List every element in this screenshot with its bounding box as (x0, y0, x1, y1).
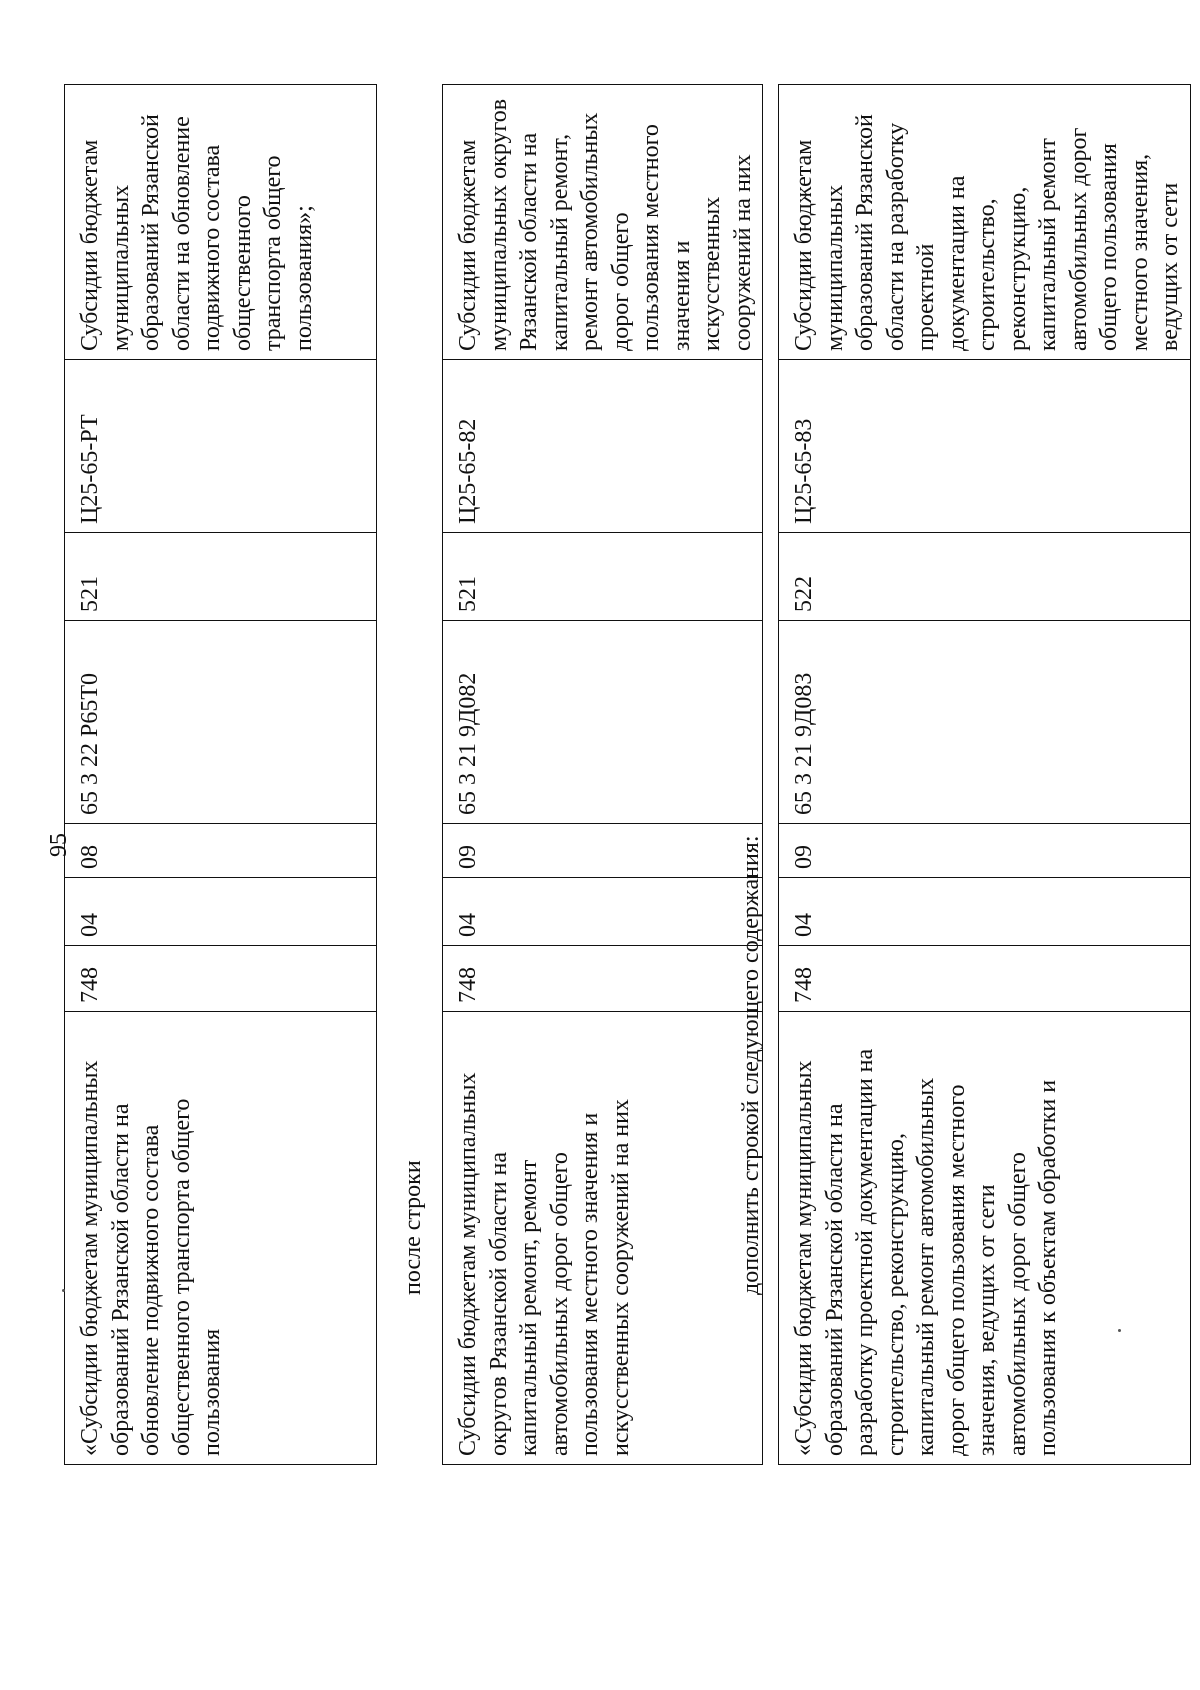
cell-name: «Субсидии бюджетам муниципальных образований Рязанской области на разработку проектной документации на строительство, реконструкцию, капитальный ремонт автомобильных дорог общего пользования местного значения, ведущих от сети автомобильных дорог общего пользования к объектам обработки и (779, 1012, 1191, 1465)
cell-vr: 521 (443, 533, 763, 621)
cell-target: Субсидии бюджетам муниципальных образований Рязанской области на разработку проектной документации на строительство, реконструкцию, капитальный ремонт автомобильных дорог общего пользования местного значения, ведущих от сети (779, 85, 1191, 360)
cell-csr: 65 3 21 9Д082 (443, 621, 763, 824)
cell-pr: 09 (443, 824, 763, 878)
caption-after-row: после строки (400, 1160, 426, 1295)
cell-code: Ц25-65-83 (779, 360, 1191, 533)
cell-name: Субсидии бюджетам муниципальных округов Рязанской области на капитальный ремонт, ремонт автомобильных дорог общего пользования местного значения и искусственных сооружений на них (443, 1012, 763, 1465)
table-row (779, 85, 1191, 1465)
page-number: 95 (46, 833, 72, 857)
scan-speck (1118, 1329, 1121, 1332)
cell-name: «Субсидии бюджетам муниципальных образований Рязанской области на обновление подвижного состава общественного транспорта общего пользования (65, 1012, 377, 1465)
table-row (65, 85, 377, 1465)
cell-grbs: 748 (65, 946, 377, 1012)
cell-code: Ц25-65-82 (443, 360, 763, 533)
cell-code: Ц25-65-РТ (65, 360, 377, 533)
budget-table-3 (778, 84, 1191, 1465)
cell-csr: 65 3 21 9Д083 (779, 621, 1191, 824)
cell-pr: 08 (65, 824, 377, 878)
cell-grbs: 748 (779, 946, 1191, 1012)
caption-add-row: дополнить строкой следующего содержания: (738, 835, 764, 1295)
cell-csr: 65 3 22 Р65Т0 (65, 621, 377, 824)
cell-vr: 521 (65, 533, 377, 621)
cell-rz: 04 (443, 878, 763, 946)
budget-table-1 (64, 84, 377, 1465)
cell-grbs: 748 (443, 946, 763, 1012)
cell-vr: 522 (779, 533, 1191, 621)
table-row (443, 85, 763, 1465)
cell-target: Субсидии бюджетам муниципальных образований Рязанской области на обновление подвижного состава общественного транспорта общего пользования»; (65, 85, 377, 360)
cell-rz: 04 (779, 878, 1191, 946)
cell-target: Субсидии бюджетам муниципальных округов Рязанской области на капитальный ремонт, ремонт автомобильных дорог общего пользования местного значения и искусственных сооружений на них (443, 85, 763, 360)
cell-rz: 04 (65, 878, 377, 946)
budget-table-2 (442, 84, 763, 1465)
scan-speck (62, 1289, 65, 1292)
cell-pr: 09 (779, 824, 1191, 878)
